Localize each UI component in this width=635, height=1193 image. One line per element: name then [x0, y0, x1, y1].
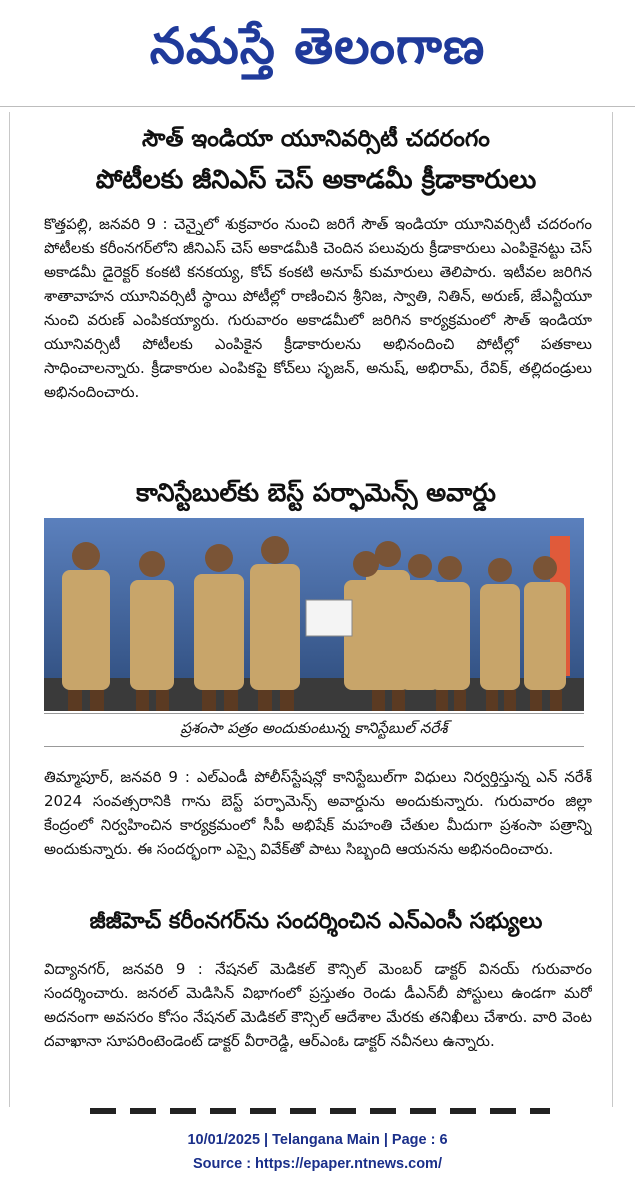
photo-caption: ప్రశంసా పత్రం అందుకుంటున్న కానిస్టేబుల్ నరేశ్	[44, 713, 584, 747]
newspaper-title: నమస్తే తెలంగాణ	[149, 16, 486, 75]
police-group-photo-icon	[44, 518, 584, 711]
footer-source: Source : https://epaper.ntnews.com/	[193, 1156, 442, 1172]
article1-headline-line2: పోటీలకు జీనిఎస్ చెస్ అకాడమీ క్రీడాకారులు	[95, 165, 537, 195]
article2-headline: కానిస్టేబుల్‌కు బెస్ట్ పర్ఫామెన్స్ అవార్డు	[136, 478, 496, 507]
cut-off-next-headline	[90, 1108, 550, 1114]
article3-body: విద్యానగర్, జనవరి 9 : నేషనల్ మెడికల్ కౌన్సిల్ మెంబర్ డాక్టర్ వినయ్ గురువారం సందర్శించారు. జనరల్ మెడిసిన్ విభాగంలో ప్రస్తుతం రెండు డీఎన్‌బీ పోస్టులు ఉండగా మరో అదనంగా అవసరం కోసం నేషనల్ మెడికల్ కౌన్సిల్ ఆదేశాల మేరకు తనిఖీలు చేశారు. వారి వెంట దవాఖానా సూపరింటెండెంట్ డాక్టర్ వీరారెడ్డి, ఆర్ఎంఓ డాక్టర్ నవీనలు ఉన్నారు.	[44, 960, 592, 1050]
article2-body: తిమ్మాపూర్, జనవరి 9 : ఎల్ఎండీ పోలీస్‌స్టేషన్లో కానిస్టేబుల్‌గా విధులు నిర్వర్తిస్తున్న ఎన్ నరేశ్ 2024 సంవత్సరానికి గాను బెస్ట్ పర్ఫామెన్స్ అవార్డును అందుకున్నారు. గురువారం జిల్లా కేంద్రంలో నిర్వహించిన కార్యక్రమంలో సీపీ అభిషేక్ మహంతి చేతుల మీదుగా ప్రశంసా పత్రాన్ని అందుకున్నారు. ఈ సందర్భంగా ఎస్సై వివేక్‌తో పాటు సిబ్బంది ఆయనను అభినందించారు.	[44, 768, 592, 858]
footer-edition-info: 10/01/2025 | Telangana Main | Page : 6	[187, 1132, 448, 1148]
masthead	[0, 0, 635, 104]
article1-body: కొత్తపల్లి, జనవరి 9 : చెన్నైలో శుక్రవారం నుంచి జరిగే సౌత్ ఇండియా యూనివర్సిటీ చదరంగం పోటీలకు కరీంనగర్‌లోని జీనిఎస్ చెస్ అకాడమీకి చెందిన పలువురు క్రీడాకారులు ఎంపికైనట్టు చెస్ అకాడమీ డైరెక్టర్ కంకటి కనకయ్య, కోచ్ కంకటి అనూప్ కుమారులు తెలిపారు. ఇటీవల జరిగిన శాతావాహన యూనివర్సిటీ స్థాయి పోటీల్లో రాణించిన శ్రీనిజ, స్వాతి, నితిన్, అరుణ్, జేఎన్టీయూ నుంచి వరుణ్ ఎంపికయ్యారు. గురువారం అకాడమీలో జరిగిన కార్యక్రమంలో సౌత్ ఇండియా యూనివర్సిటీ పోటీలకు ఎంపికైన క్రీడాకారులను అభినందించి పోటీల్లో పతకాలు సాధించాలన్నారు. క్రీడాకారుల ఎంపికపై కోచ్‌లు సృజన్, అనుష్, అభిరామ్, రేవిక్, తల్లిదండ్రులు అభినందించారు.	[44, 215, 592, 401]
article1-headline-line1: సౌత్ ఇండియా యూనివర్సిటీ చదరంగం	[142, 126, 490, 152]
left-column-rule	[9, 112, 10, 1107]
award-ceremony-photo	[44, 518, 584, 711]
article3-headline: జీజీహెచ్ కరీంనగర్‌ను సందర్శించిన ఎన్ఎంసీ సభ్యులు	[89, 909, 543, 934]
right-column-rule	[612, 112, 613, 1107]
page-footer	[0, 1128, 635, 1176]
masthead-divider	[0, 106, 635, 107]
